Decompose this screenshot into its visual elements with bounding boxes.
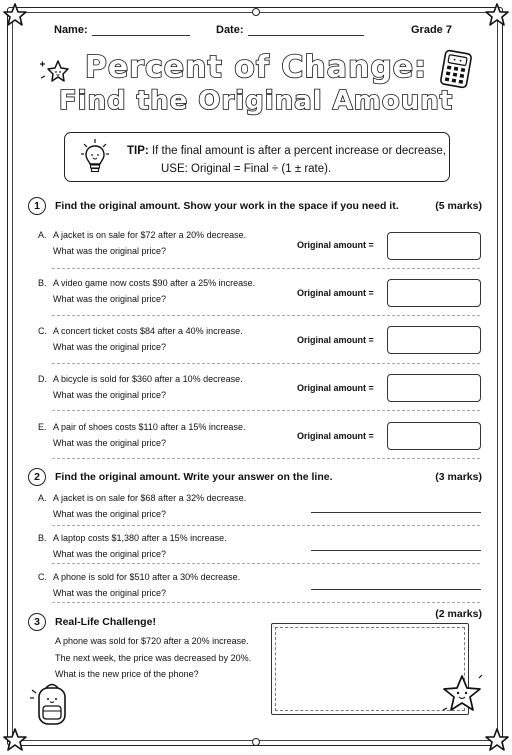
star-icon	[2, 727, 28, 753]
question-line: A pair of shoes costs $110 after a 15% increase.	[53, 422, 246, 432]
tip-label: TIP:	[127, 145, 149, 157]
calculator-icon	[435, 48, 477, 90]
date-label: Date:	[216, 24, 244, 36]
challenge-line: A phone was sold for $720 after a 20% increase.	[55, 636, 249, 646]
question-line: A video game now costs $90 after a 25% increase.	[53, 278, 256, 288]
question-letter: B.	[38, 533, 47, 543]
question-letter: B.	[38, 278, 47, 288]
answer-box[interactable]	[387, 232, 481, 260]
question-letter: A.	[38, 493, 47, 503]
name-label: Name:	[54, 24, 88, 36]
section-heading: Real-Life Challenge!	[55, 616, 156, 628]
divider	[52, 315, 480, 316]
sparkle-icon	[36, 56, 72, 86]
marks-label: (5 marks)	[435, 200, 482, 212]
grade-label: Grade 7	[411, 24, 452, 36]
question-line: What was the original price?	[53, 549, 167, 559]
question-line: What was the original price?	[53, 438, 167, 448]
divider	[52, 410, 480, 411]
date-field[interactable]	[216, 24, 364, 36]
challenge-text	[55, 633, 270, 683]
answer-box-inner	[275, 627, 465, 711]
divider	[52, 458, 480, 459]
border-ornament	[252, 738, 260, 746]
answer-label: Original amount =	[297, 240, 374, 250]
answer-label: Original amount =	[297, 383, 374, 393]
question-item	[38, 371, 308, 403]
question-letter: A.	[38, 230, 47, 240]
question-line: What was the original price?	[53, 390, 167, 400]
lightbulb-icon	[80, 138, 110, 176]
tip-line-1: If the final amount is after a percent increase or decrease,	[151, 145, 446, 157]
answer-line[interactable]	[311, 512, 481, 513]
question-letter: E.	[38, 422, 47, 432]
page-title: Percent of Change:	[84, 50, 428, 85]
answer-box[interactable]	[387, 422, 481, 450]
tip-text	[127, 142, 446, 178]
question-item	[38, 569, 308, 601]
border-ornament	[252, 8, 260, 16]
question-line: A bicycle is sold for $360 after a 10% decrease.	[53, 374, 243, 384]
challenge-line: What is the new price of the phone?	[55, 669, 199, 679]
answer-box[interactable]	[387, 326, 481, 354]
divider	[52, 363, 480, 364]
star-icon	[2, 2, 28, 28]
answer-line[interactable]	[311, 550, 481, 551]
backpack-icon	[28, 680, 76, 730]
tip-line-2: USE: Original = Final ÷ (1 ± rate).	[161, 163, 332, 175]
question-line: A phone is sold for $510 after a 30% decrease.	[53, 572, 241, 582]
question-line: A jacket is on sale for $68 after a 32% decrease.	[53, 493, 247, 503]
section-number: 2	[28, 468, 46, 486]
question-item	[38, 419, 308, 451]
answer-label: Original amount =	[297, 335, 374, 345]
page-subtitle: Find the Original Amount	[58, 86, 454, 116]
question-item	[38, 275, 308, 307]
name-field[interactable]	[54, 24, 190, 36]
star-icon	[440, 672, 484, 716]
challenge-line: The next week, the price was decreased by 20%.	[55, 652, 252, 663]
section-heading: Find the original amount. Write your answer on the line.	[55, 471, 333, 483]
question-item	[38, 227, 308, 259]
question-line: A jacket is on sale for $72 after a 20% decrease.	[53, 230, 247, 240]
star-icon	[484, 2, 510, 28]
answer-box[interactable]	[387, 279, 481, 307]
star-icon	[484, 727, 510, 753]
question-line: What was the original price?	[53, 246, 167, 256]
marks-label: (3 marks)	[435, 471, 482, 483]
answer-label: Original amount =	[297, 431, 374, 441]
question-letter: D.	[38, 374, 47, 384]
question-letter: C.	[38, 326, 47, 336]
question-line: A laptop costs $1,380 after a 15% increase.	[53, 533, 227, 543]
section-number: 3	[28, 613, 46, 631]
divider	[52, 268, 480, 269]
question-item	[38, 323, 308, 355]
divider	[52, 525, 480, 526]
answer-line[interactable]	[311, 589, 481, 590]
question-line: What was the original price?	[53, 588, 167, 598]
answer-box[interactable]	[387, 374, 481, 402]
section-heading: Find the original amount. Show your work in the space if you need it.	[55, 200, 399, 212]
question-item	[38, 490, 308, 522]
divider	[52, 563, 480, 564]
question-line: What was the original price?	[53, 509, 167, 519]
question-line: What was the original price?	[53, 294, 167, 304]
question-letter: C.	[38, 572, 47, 582]
divider	[52, 602, 480, 603]
marks-label: (2 marks)	[435, 608, 482, 620]
question-line: What was the original price?	[53, 342, 167, 352]
answer-label: Original amount =	[297, 288, 374, 298]
question-item	[38, 530, 308, 562]
question-line: A concert ticket costs $84 after a 40% increase.	[53, 326, 243, 336]
section-number: 1	[28, 197, 46, 215]
